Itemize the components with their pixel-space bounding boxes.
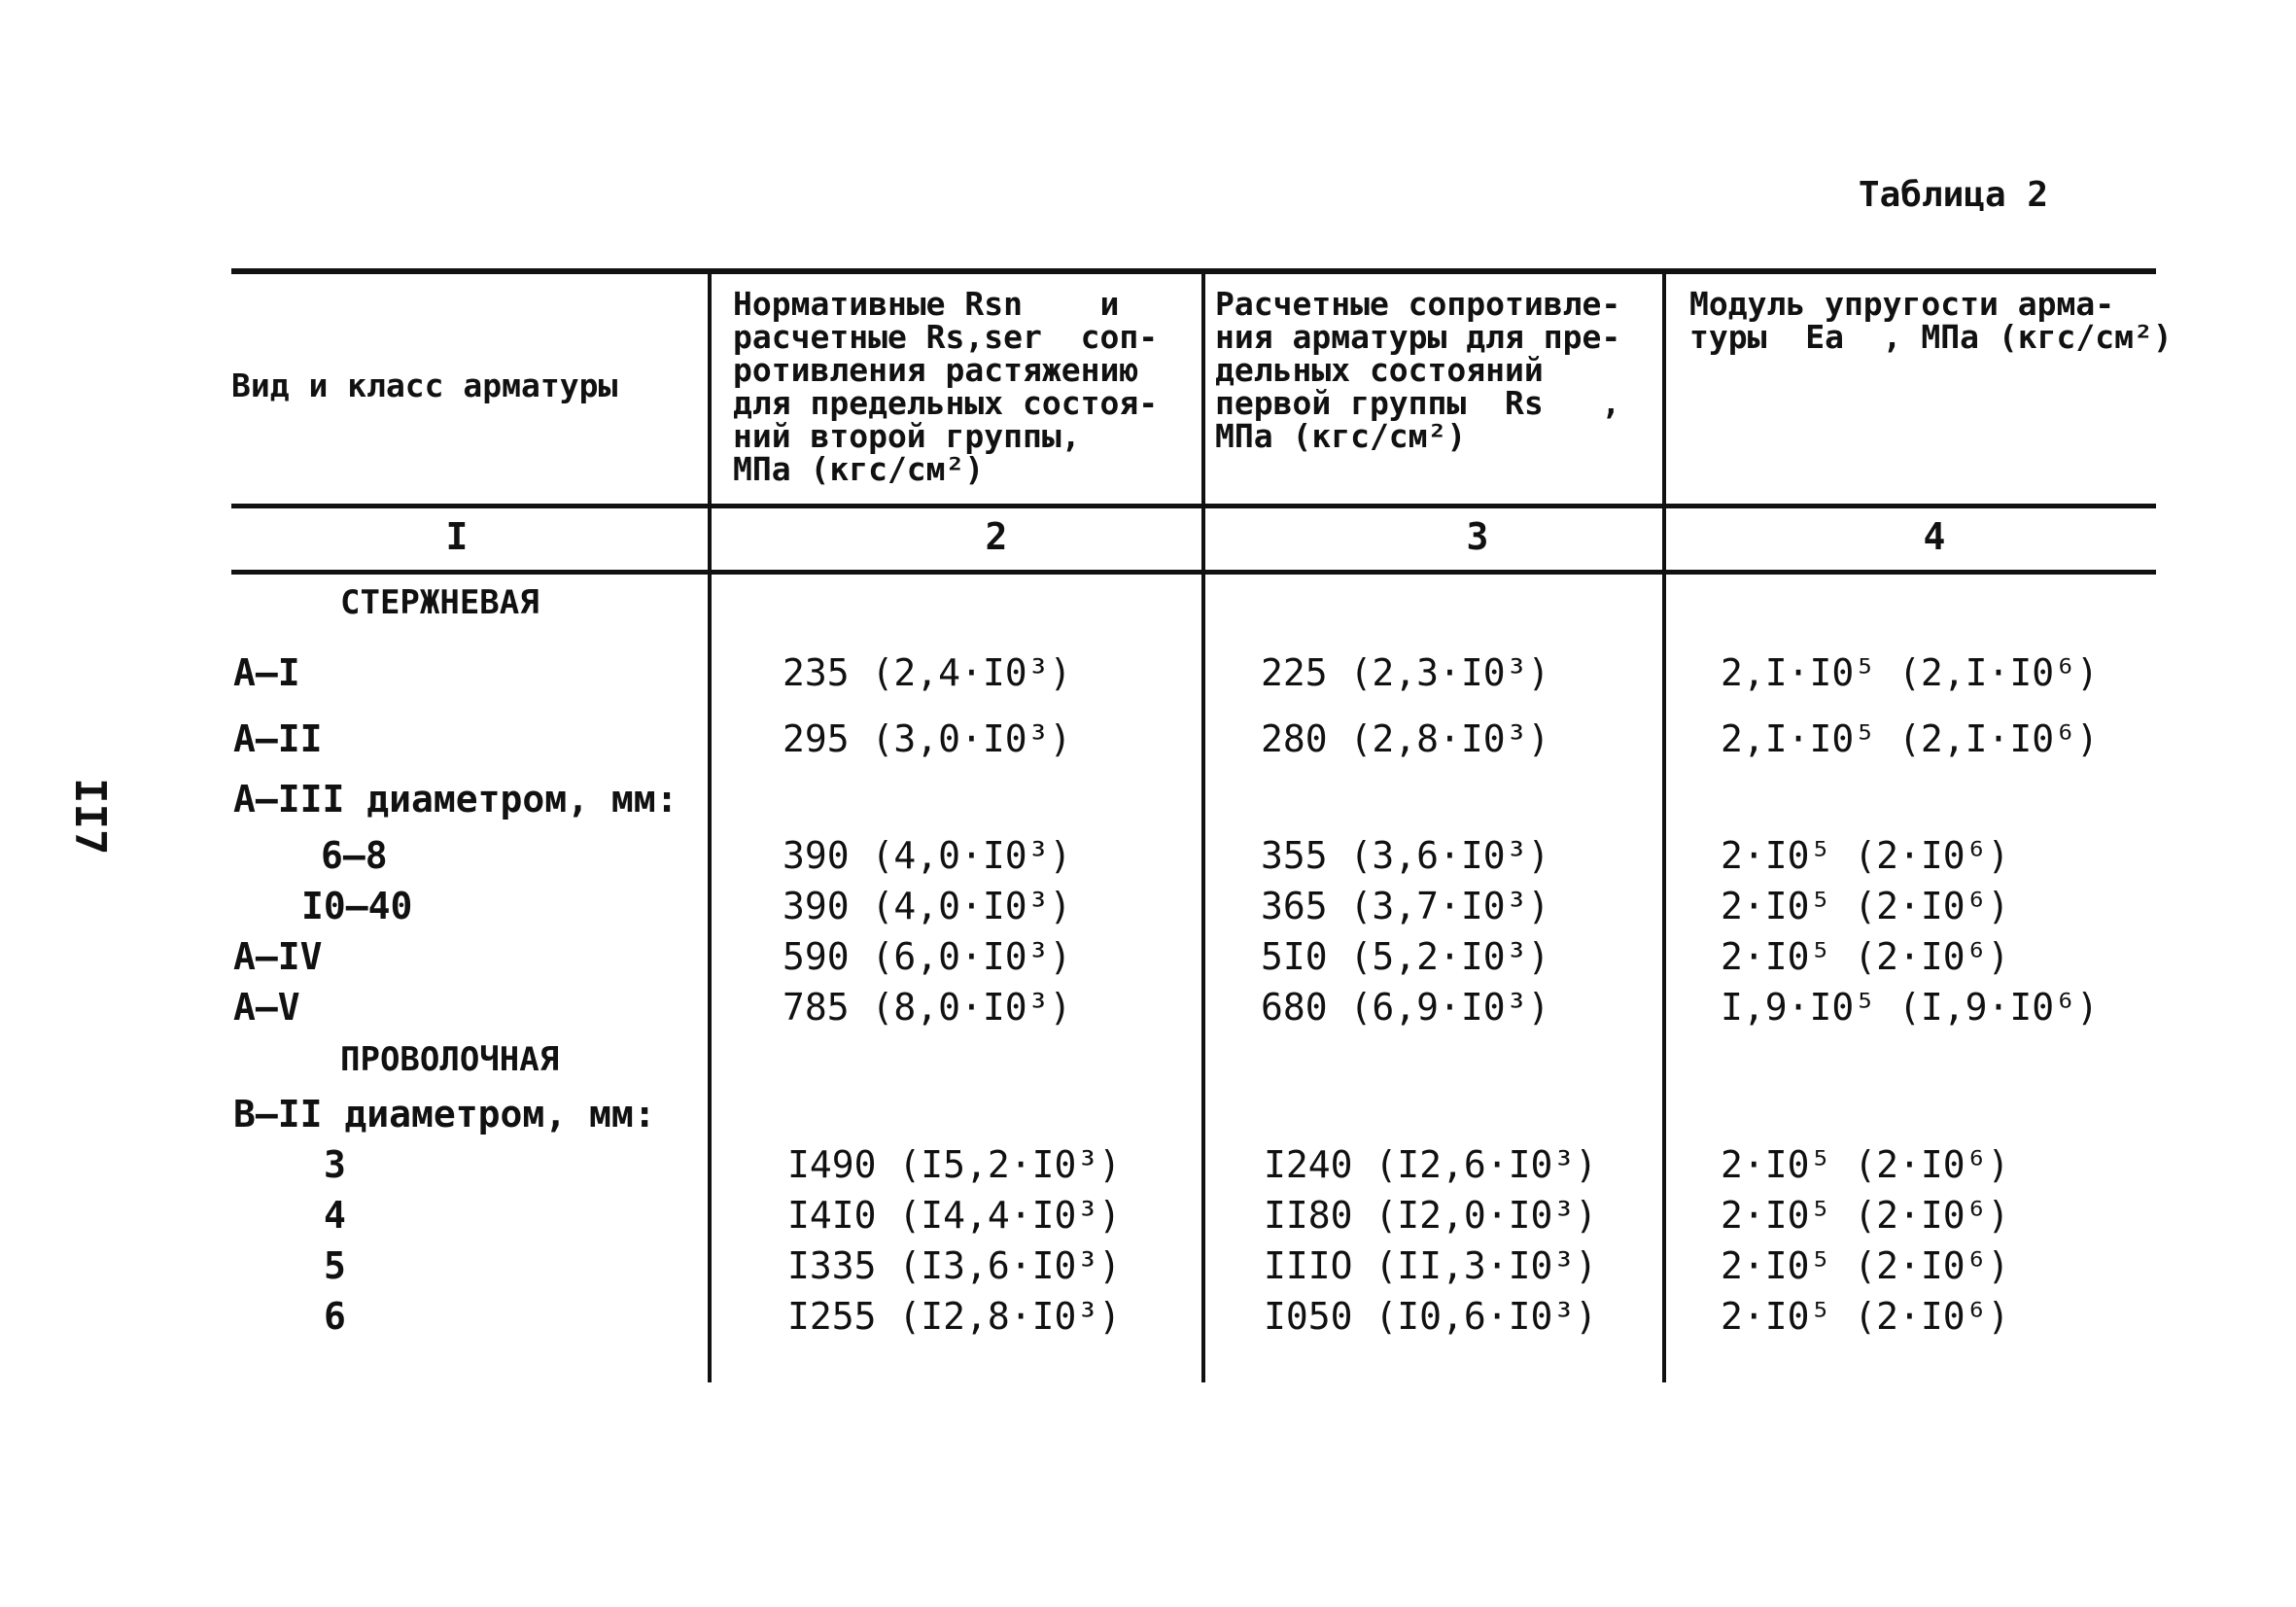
- row-label: А–III диаметром, мм:: [233, 778, 678, 821]
- cell-col3: 365 (3,7·I0³): [1261, 885, 1550, 927]
- row-label: 6: [324, 1295, 346, 1338]
- table-row: [0, 885, 2296, 939]
- cell-col2: 390 (4,0·I0³): [783, 834, 1072, 877]
- cell-col4: I,9·I0⁵ (I,9·I0⁶): [1721, 986, 2099, 1029]
- row-label: I0–40: [301, 885, 413, 927]
- cell-col3: II80 (I2,0·I0³): [1264, 1194, 1598, 1237]
- table-row: [0, 1093, 2296, 1147]
- cell-col3: 280 (2,8·I0³): [1261, 717, 1550, 760]
- row-label: 4: [324, 1194, 346, 1237]
- cell-col2: 785 (8,0·I0³): [783, 986, 1072, 1029]
- table-row: [0, 935, 2296, 990]
- column-number-rule: [231, 570, 2156, 575]
- column-number-4: 4: [1923, 515, 1946, 558]
- table-row: [0, 1244, 2296, 1299]
- cell-col3: I050 (I0,6·I0³): [1264, 1295, 1598, 1338]
- cell-col2: 235 (2,4·I0³): [783, 651, 1072, 694]
- header-col2: Нормативные Rsn и расчетные Rs,ser соп- ротивления растяжению для предельных состоя- ний второй группы, МПа (кгс/см²): [733, 285, 1159, 488]
- page-number: II7: [65, 778, 115, 856]
- cell-col3: 680 (6,9·I0³): [1261, 986, 1550, 1029]
- cell-col4: 2,I·I0⁵ (2,I·I0⁶): [1721, 717, 2099, 760]
- cell-col2: 590 (6,0·I0³): [783, 935, 1072, 978]
- cell-col3: IIIO (II,3·I0³): [1264, 1244, 1598, 1287]
- section-rod: СТЕРЖНЕВАЯ: [340, 583, 539, 622]
- header-bottom-rule: [231, 504, 2156, 508]
- row-label: 5: [324, 1244, 346, 1287]
- header-col1: Вид и класс арматуры: [231, 367, 618, 404]
- cell-col4: 2,I·I0⁵ (2,I·I0⁶): [1721, 651, 2099, 694]
- header-col4: Модуль упругости арма- туры Ea , МПа (кгс/см²): [1689, 285, 2173, 356]
- row-label: А–II: [233, 717, 323, 760]
- cell-col4: 2·I0⁵ (2·I0⁶): [1721, 834, 2010, 877]
- row-label: А–V: [233, 986, 300, 1029]
- column-number-2: 2: [985, 515, 1008, 558]
- header-col3: Расчетные сопротивле- ния арматуры для пре- дельных состояний первой группы Rs , МПа (кгс/см²): [1215, 285, 1621, 455]
- row-label: В–II диаметром, мм:: [233, 1093, 656, 1135]
- table-row: [0, 1194, 2296, 1248]
- table-row: [0, 1295, 2296, 1349]
- table-caption: Таблица 2: [1858, 175, 2048, 215]
- table-row: [0, 1143, 2296, 1198]
- cell-col2: 295 (3,0·I0³): [783, 717, 1072, 760]
- cell-col2: I335 (I3,6·I0³): [787, 1244, 1122, 1287]
- cell-col4: 2·I0⁵ (2·I0⁶): [1721, 935, 2010, 978]
- row-label: А–IV: [233, 935, 323, 978]
- table-top-rule: [231, 268, 2156, 274]
- table-row: [0, 717, 2296, 772]
- row-label: 6–8: [321, 834, 388, 877]
- cell-col2: I4I0 (I4,4·I0³): [787, 1194, 1122, 1237]
- table-row: [0, 834, 2296, 889]
- cell-col2: 390 (4,0·I0³): [783, 885, 1072, 927]
- cell-col4: 2·I0⁵ (2·I0⁶): [1721, 885, 2010, 927]
- table-row: [0, 986, 2296, 1040]
- row-label: А–I: [233, 651, 300, 694]
- table-row: [0, 651, 2296, 706]
- table-row: [0, 778, 2296, 832]
- column-number-1: I: [445, 515, 469, 558]
- cell-col3: 355 (3,6·I0³): [1261, 834, 1550, 877]
- cell-col3: I240 (I2,6·I0³): [1264, 1143, 1598, 1186]
- cell-col3: 225 (2,3·I0³): [1261, 651, 1550, 694]
- cell-col4: 2·I0⁵ (2·I0⁶): [1721, 1143, 2010, 1186]
- cell-col4: 2·I0⁵ (2·I0⁶): [1721, 1295, 2010, 1338]
- row-label: 3: [324, 1143, 346, 1186]
- column-number-3: 3: [1466, 515, 1489, 558]
- cell-col4: 2·I0⁵ (2·I0⁶): [1721, 1194, 2010, 1237]
- cell-col2: I490 (I5,2·I0³): [787, 1143, 1122, 1186]
- cell-col4: 2·I0⁵ (2·I0⁶): [1721, 1244, 2010, 1287]
- cell-col2: I255 (I2,8·I0³): [787, 1295, 1122, 1338]
- section-wire: ПРОВОЛОЧНАЯ: [340, 1040, 560, 1079]
- cell-col3: 5I0 (5,2·I0³): [1261, 935, 1550, 978]
